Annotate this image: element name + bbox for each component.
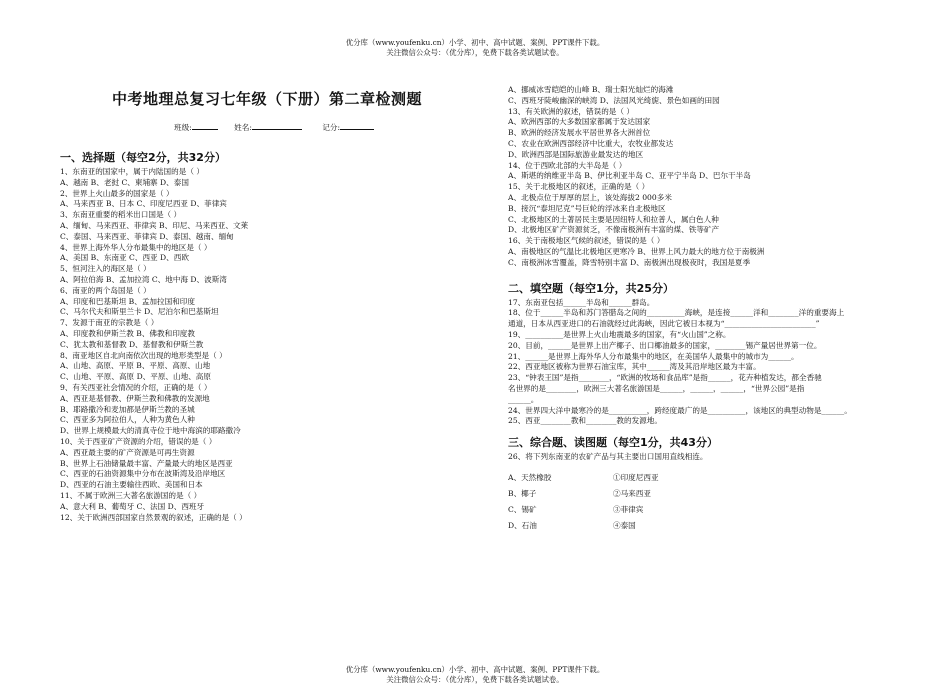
match-product[interactable]: C、锡矿: [508, 504, 537, 514]
section-3-title: 三、综合题、读图题（每空1分，共43分）: [508, 436, 718, 450]
header-line-1: 优分库（www.youfenku.cn）小学、初中、高中试题、案例、PPT课件下载。: [345, 38, 605, 47]
question-line: A、挪威冰雪皑皑的山峰 B、瑞士阳光灿烂的海滩: [508, 85, 674, 94]
question-line: C、南极洲冰雪覆盖，降雪特别丰富 D、南极洲出现极夜时，我国是夏季: [508, 257, 751, 267]
fill-line: 20、目前，______是世界上出产椰子、出口椰油最多的国家，________锡产量居世界第一位。: [508, 340, 822, 350]
section-1-title: 一、选择题（每空2分，共32分）: [60, 151, 226, 164]
question-line: A、缅甸、马来西亚、菲律宾 B、印尼、马来西亚、文莱: [60, 220, 249, 230]
question-line: B、耶路撒冷和麦加都是伊斯兰教的圣城: [60, 404, 195, 414]
question-line: C、泰国、马来西亚、菲律宾 D、泰国、越南、缅甸: [60, 231, 234, 241]
question-line: A、斯堪的纳维亚半岛 B、伊比利亚半岛 C、亚平宁半岛 D、巴尔干半岛: [508, 171, 751, 181]
question-line: 12、关于欧洲西部国家自然景观的叙述，正确的是（ ）: [60, 512, 247, 522]
question-line: C、西亚的石油资源集中分布在波斯湾及沿岸地区: [60, 469, 226, 479]
page-footer: [0, 665, 950, 685]
question-line: 6、南亚的两个岛国是（ ）: [60, 285, 151, 295]
fill-line: 21、______是世界上海外华人分布最集中的地区，在美国华人最集中的城市为______。: [508, 351, 799, 361]
question-line: C、山地、平原、高原 D、平原、山地、高原: [60, 372, 211, 382]
choice-questions-part-1: [60, 167, 435, 523]
question-line: 3、东南亚重要的稻米出口国是（ ）: [60, 210, 182, 220]
question-line: 7、发源于南亚的宗教是（ ）: [60, 318, 159, 328]
question-line: 9、有关西亚社会情况的介绍，正确的是（ ）: [60, 382, 212, 392]
fill-line: 18、位于______半岛和苏门答腊岛之间的__________海峡，是连接______洋和________洋的重要海上: [508, 308, 845, 318]
question-line: A、北极点位于厚厚的层上，该处海拔2 000多米: [508, 192, 672, 202]
match-list: [508, 473, 928, 537]
question-line: D、世界上规模最大的清真寺位于地中海滨的耶路撒冷: [60, 426, 241, 436]
fill-line: 23、“钟表王国”是指________，“欧洲的牧场和食品库”是指______，花卉种植发达，都全香驰: [508, 373, 822, 383]
match-country[interactable]: ①印度尼西亚: [613, 472, 659, 482]
question-line: C、马尔代夫和斯里兰卡 D、尼泊尔和巴基斯坦: [60, 307, 219, 317]
match-intro: 26、将下列东南亚的农矿产品与其主要出口国用直线相连。: [508, 452, 708, 462]
match-row: [508, 505, 928, 521]
question-line: A、阿拉伯海 B、孟加拉湾 C、地中海 D、波斯湾: [60, 274, 227, 284]
fill-line: 25、西亚________教和________教的发源地。: [508, 416, 662, 426]
question-line: 5、恒河注入的海区是（ ）: [60, 264, 151, 274]
name-blank[interactable]: [252, 121, 302, 130]
footer-line-1: 优分库（www.youfenku.cn）小学、初中、高中试题、案例、PPT课件下载。: [345, 665, 605, 674]
exam-title: 中考地理总复习七年级（下册）第二章检测题: [112, 90, 423, 108]
question-line: 16、关于南极地区气候的叙述，错误的是（ ）: [508, 236, 665, 246]
question-line: A、美国 B、东南亚 C、西亚 D、西欧: [60, 253, 189, 263]
fill-line: 24、世界四大洋中最寒冷的是__________，跨经度最广的是__________，该地区的典型动物是______。: [508, 405, 852, 415]
match-country[interactable]: ④泰国: [613, 520, 636, 530]
class-blank[interactable]: [192, 121, 218, 130]
student-info: [174, 121, 374, 133]
question-line: A、西亚最主要的矿产资源是可再生资源: [60, 447, 195, 457]
question-line: C、农业在欧洲西部经济中比重大，农牧业都发达: [508, 138, 674, 148]
score-label: 记分:: [322, 123, 341, 132]
class-label: 班级:: [174, 123, 192, 132]
question-line: A、越南 B、老挝 C、柬埔寨 D、泰国: [60, 177, 189, 187]
fill-line: 17、东南亚包括______半岛和______群岛。: [508, 297, 655, 307]
question-line: 10、关于西亚矿产资源的介绍，错误的是（ ）: [60, 436, 217, 446]
question-line: 14、位于西欧北部的大半岛是（ ）: [508, 160, 627, 170]
fill-line: 19、__________是世界上火山地震最多的国家，有“火山国”之称。: [508, 329, 731, 339]
question-line: 1、东南亚的国家中，属于内陆国的是（ ）: [60, 167, 204, 176]
fill-line: 名世界的是________，欧洲三大著名旅游国是______，______，______，“世界公园”是指: [508, 383, 805, 393]
match-product[interactable]: A、天然橡胶: [508, 472, 552, 482]
question-line: 4、世界上海外华人分布最集中的地区是（ ）: [60, 242, 212, 252]
question-line: D、北极地区矿产资源贫乏，不像南极洲有丰富的煤、铁等矿产: [508, 225, 720, 235]
question-line: 11、不属于欧洲三大著名旅游国的是（ ）: [60, 490, 202, 500]
match-product[interactable]: D、石油: [508, 520, 537, 530]
left-column: [60, 148, 435, 523]
section-2-title: 二、填空题（每空1分，共25分）: [508, 281, 674, 295]
page-header: [0, 38, 950, 58]
match-product[interactable]: B、椰子: [508, 488, 537, 498]
header-line-2: 关注微信公众号：（优分库），免费下载各类试题试卷。: [386, 48, 564, 57]
choice-questions-part-2: [508, 85, 928, 269]
score-blank[interactable]: [340, 121, 374, 130]
question-line: A、意大利 B、葡萄牙 C、法国 D、西班牙: [60, 501, 205, 511]
question-line: A、印度教和伊斯兰教 B、佛教和印度教: [60, 328, 195, 338]
question-line: 2、世界上火山最多的国家是（ ）: [60, 188, 174, 198]
question-line: D、西亚的石油主要输往西欧、美国和日本: [60, 480, 203, 490]
question-line: A、马来西亚 B、日本 C、印度尼西亚 D、菲律宾: [60, 199, 227, 209]
question-line: 15、关于北极地区的叙述，正确的是（ ）: [508, 182, 650, 192]
match-row: [508, 489, 928, 505]
question-line: C、西亚多为阿拉伯人，人种为黄色人种: [60, 415, 195, 425]
match-country[interactable]: ③菲律宾: [613, 504, 644, 514]
question-line: A、南极地区的气温比北极地区更寒冷 B、世界上风力最大的地方位于南极洲: [508, 246, 765, 256]
match-country[interactable]: ②马来西亚: [613, 488, 651, 498]
fill-line: 22、西亚地区被称为世界石油宝库，其中______湾及其沿岸地区最为丰富。: [508, 362, 761, 372]
fill-questions: [508, 298, 928, 428]
name-label: 姓名:: [234, 123, 252, 132]
question-line: A、西亚是基督教、伊斯兰教和佛教的发源地: [60, 393, 210, 403]
question-line: B、欧洲的经济发展水平居世界各大洲首位: [508, 128, 651, 138]
question-line: 8、南亚地区自北向南依次出现的地形类型是（ ）: [60, 350, 227, 360]
right-column: [508, 85, 928, 537]
match-row: [508, 521, 928, 537]
question-line: D、欧洲西部是国际旅游业最发达的地区: [508, 149, 644, 159]
question-line: A、山地、高原、平原 B、平原、高原、山地: [60, 361, 211, 371]
question-line: A、欧洲西部的大多数国家都属于发达国家: [508, 117, 651, 127]
question-line: A、印度和巴基斯坦 B、孟加拉国和印度: [60, 296, 195, 306]
footer-line-2: 关注微信公众号：（优分库），免费下载各类试题试卷。: [386, 675, 564, 684]
question-line: C、犹太教和基督教 D、基督教和伊斯兰教: [60, 339, 204, 349]
question-line: C、北极地区的土著居民主要是因纽特人和拉普人，属白色人种: [508, 214, 719, 224]
fill-line: 通道，日本从西亚进口的石油就经过此海峡，因此它被日本视为“________________________”: [508, 319, 820, 329]
question-line: B、接沉“泰坦尼克”号巨轮的浮冰来自北极地区: [508, 203, 666, 213]
fill-line: ______。: [508, 394, 539, 404]
question-line: C、西班牙陡峻幽深的峡湾 D、法国风光绮旎、景色如画的田园: [508, 95, 720, 105]
question-line: B、世界上石油储量最丰富、产量最大的地区是西亚: [60, 458, 233, 468]
question-line: 13、有关欧洲的叙述，错误的是（ ）: [508, 106, 634, 116]
match-row: [508, 473, 928, 489]
